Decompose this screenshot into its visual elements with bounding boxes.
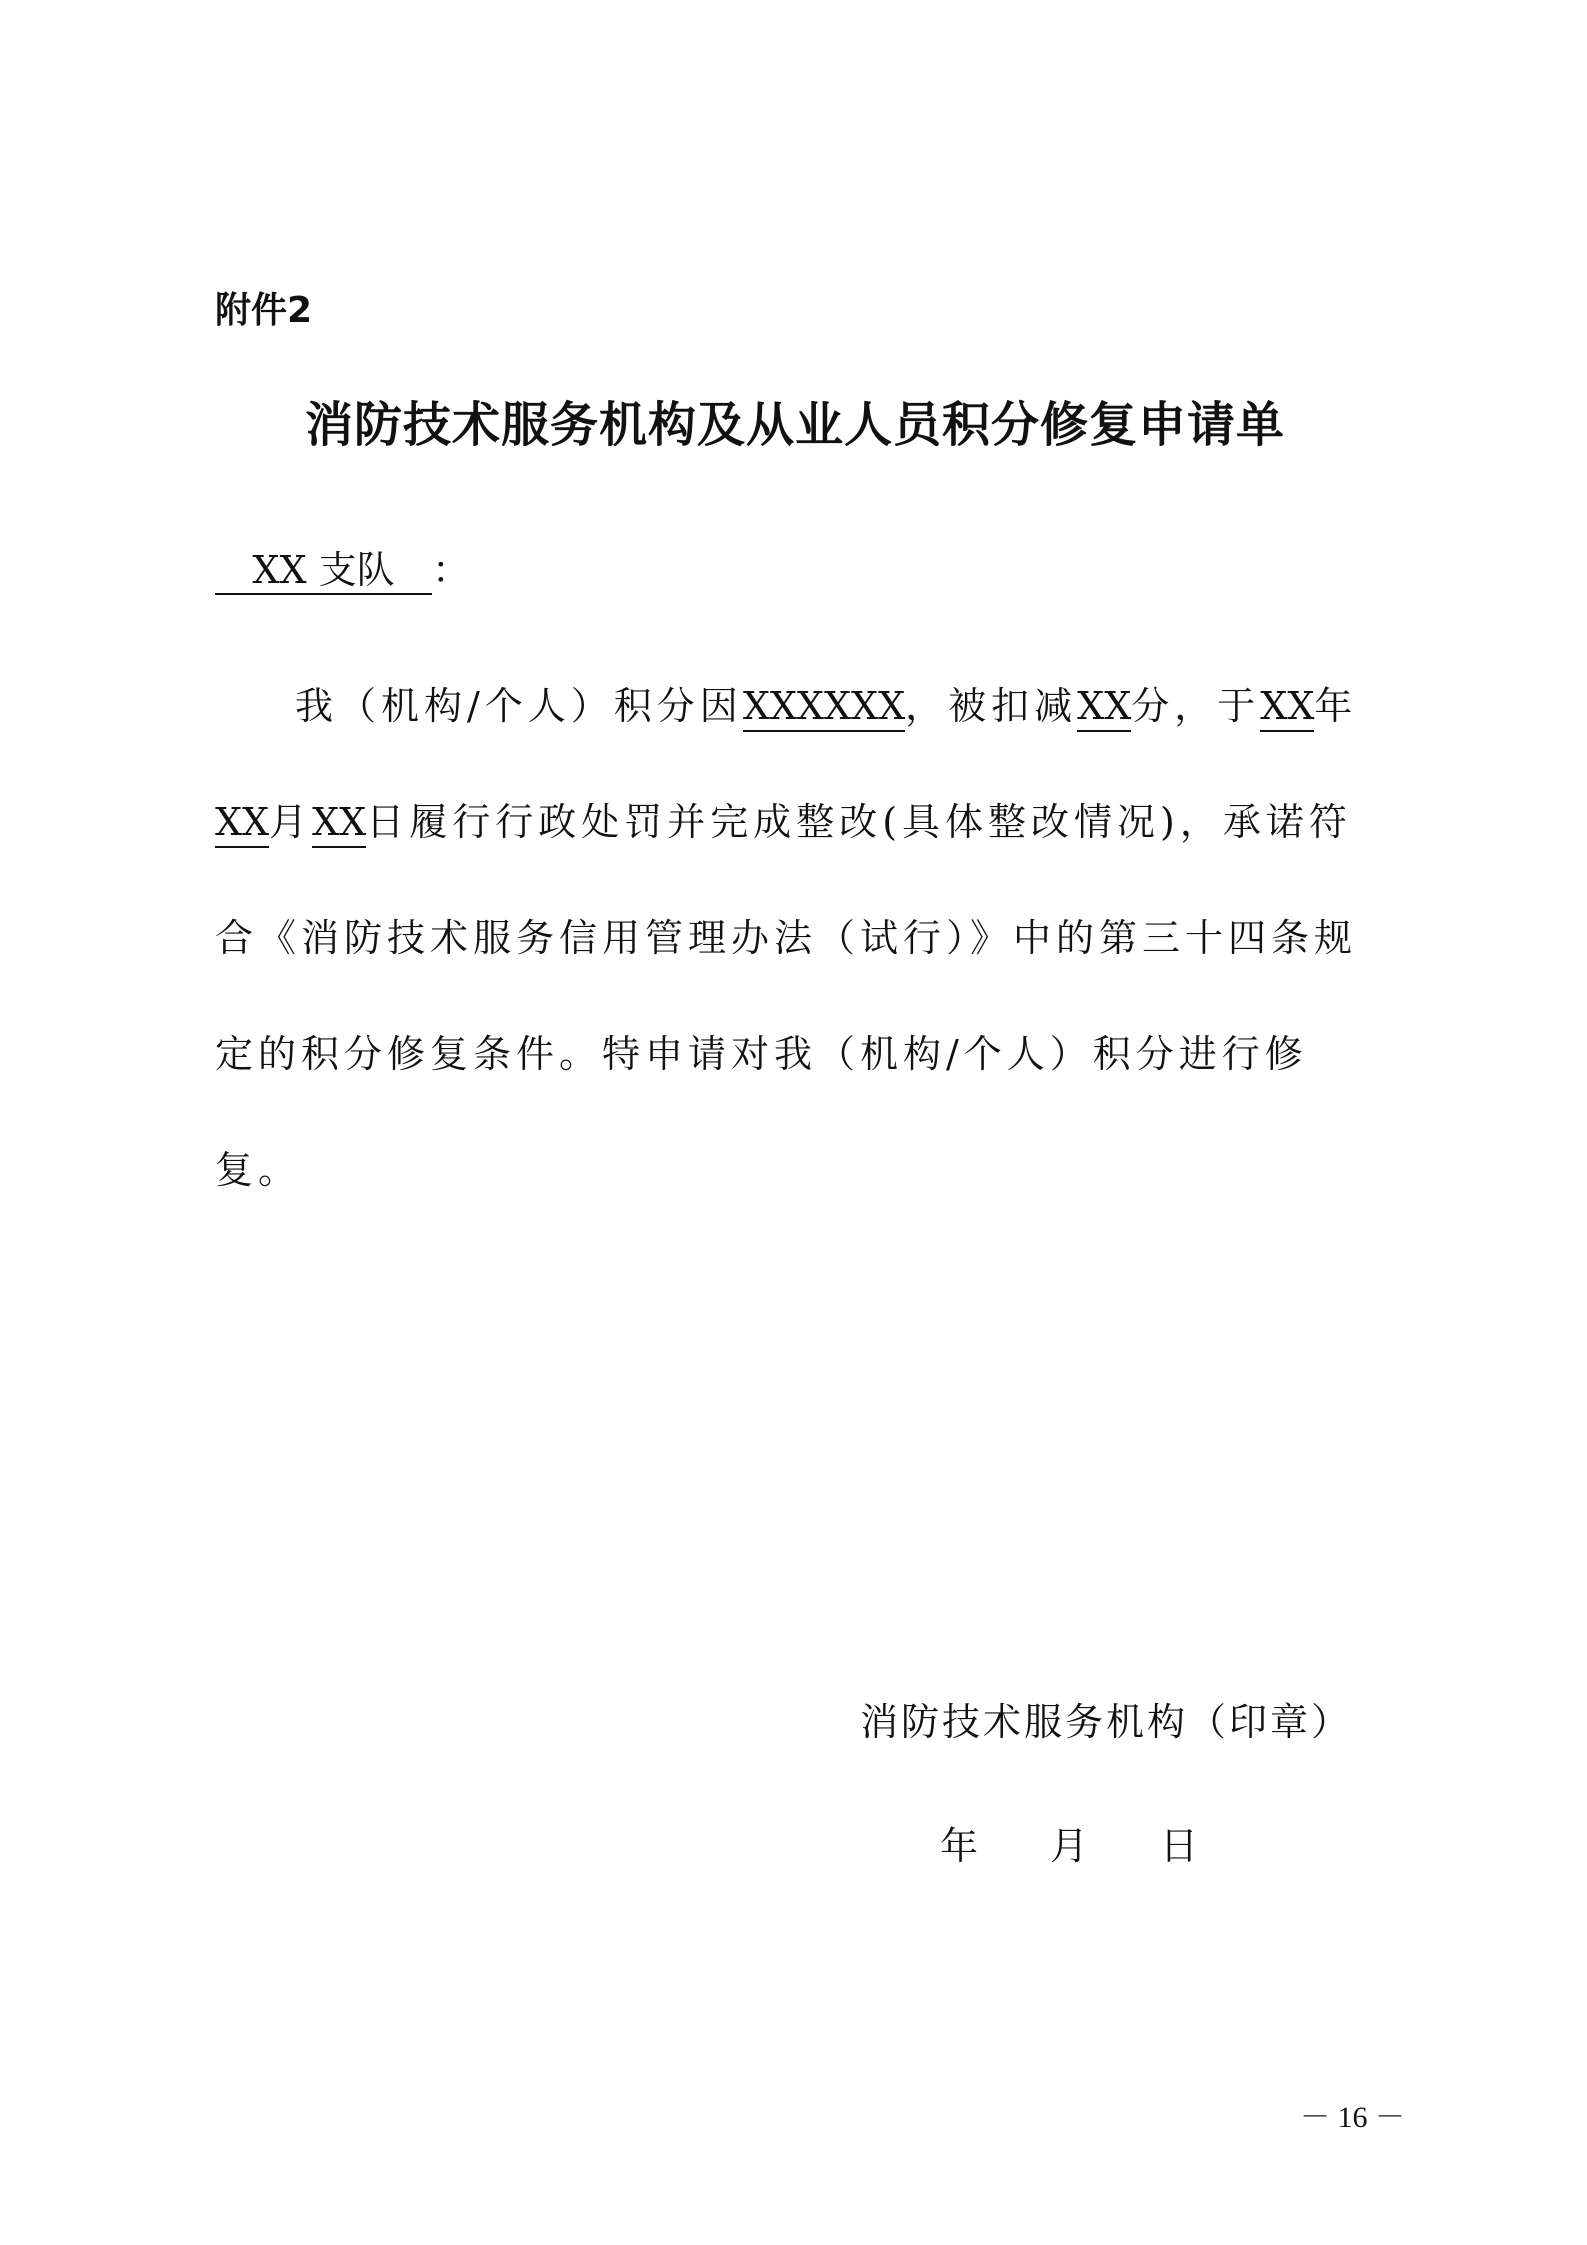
body-segment-5: 月 bbox=[269, 800, 313, 844]
salutation-colon: ： bbox=[432, 548, 471, 592]
body-segment-1: 我（机构/个人）积分因 bbox=[295, 684, 743, 728]
body-segment-4: 年 bbox=[1314, 684, 1358, 728]
body-segment-2: ，被扣减 bbox=[905, 684, 1078, 728]
body-segment-3: 分，于 bbox=[1131, 684, 1261, 728]
signature-date bbox=[940, 1816, 1270, 1876]
day-field: XX bbox=[312, 800, 366, 848]
signature-organization: 消防技术服务机构（印章） bbox=[860, 1700, 1353, 1744]
reason-field: XXXXXX bbox=[743, 684, 905, 732]
recipient-field: XX 支队 bbox=[215, 547, 432, 595]
month-field: XX bbox=[215, 800, 269, 848]
points-field: XX bbox=[1077, 684, 1131, 732]
year-field: XX bbox=[1260, 684, 1314, 732]
page-number: － 16 － bbox=[1300, 2101, 1405, 2134]
signature-day-label: 日 bbox=[1160, 1824, 1199, 1868]
signature-year-label: 年 bbox=[940, 1824, 979, 1868]
signature-month-label: 月 bbox=[1050, 1824, 1089, 1868]
document-title: 消防技术服务机构及从业人员积分修复申请单 bbox=[304, 397, 1285, 453]
body-segment-6: 日履行行政处罚并完成整改(具体整改情况)，承诺符合《消防技术服务信用管理办法（试行）》中的第三十四条规定的积分修复条件。特申请对我（机构/个人）积分进行修复。 bbox=[215, 800, 1358, 1192]
attachment-label: 附件2 bbox=[215, 290, 313, 331]
application-body bbox=[215, 648, 1375, 1228]
salutation bbox=[215, 540, 470, 600]
